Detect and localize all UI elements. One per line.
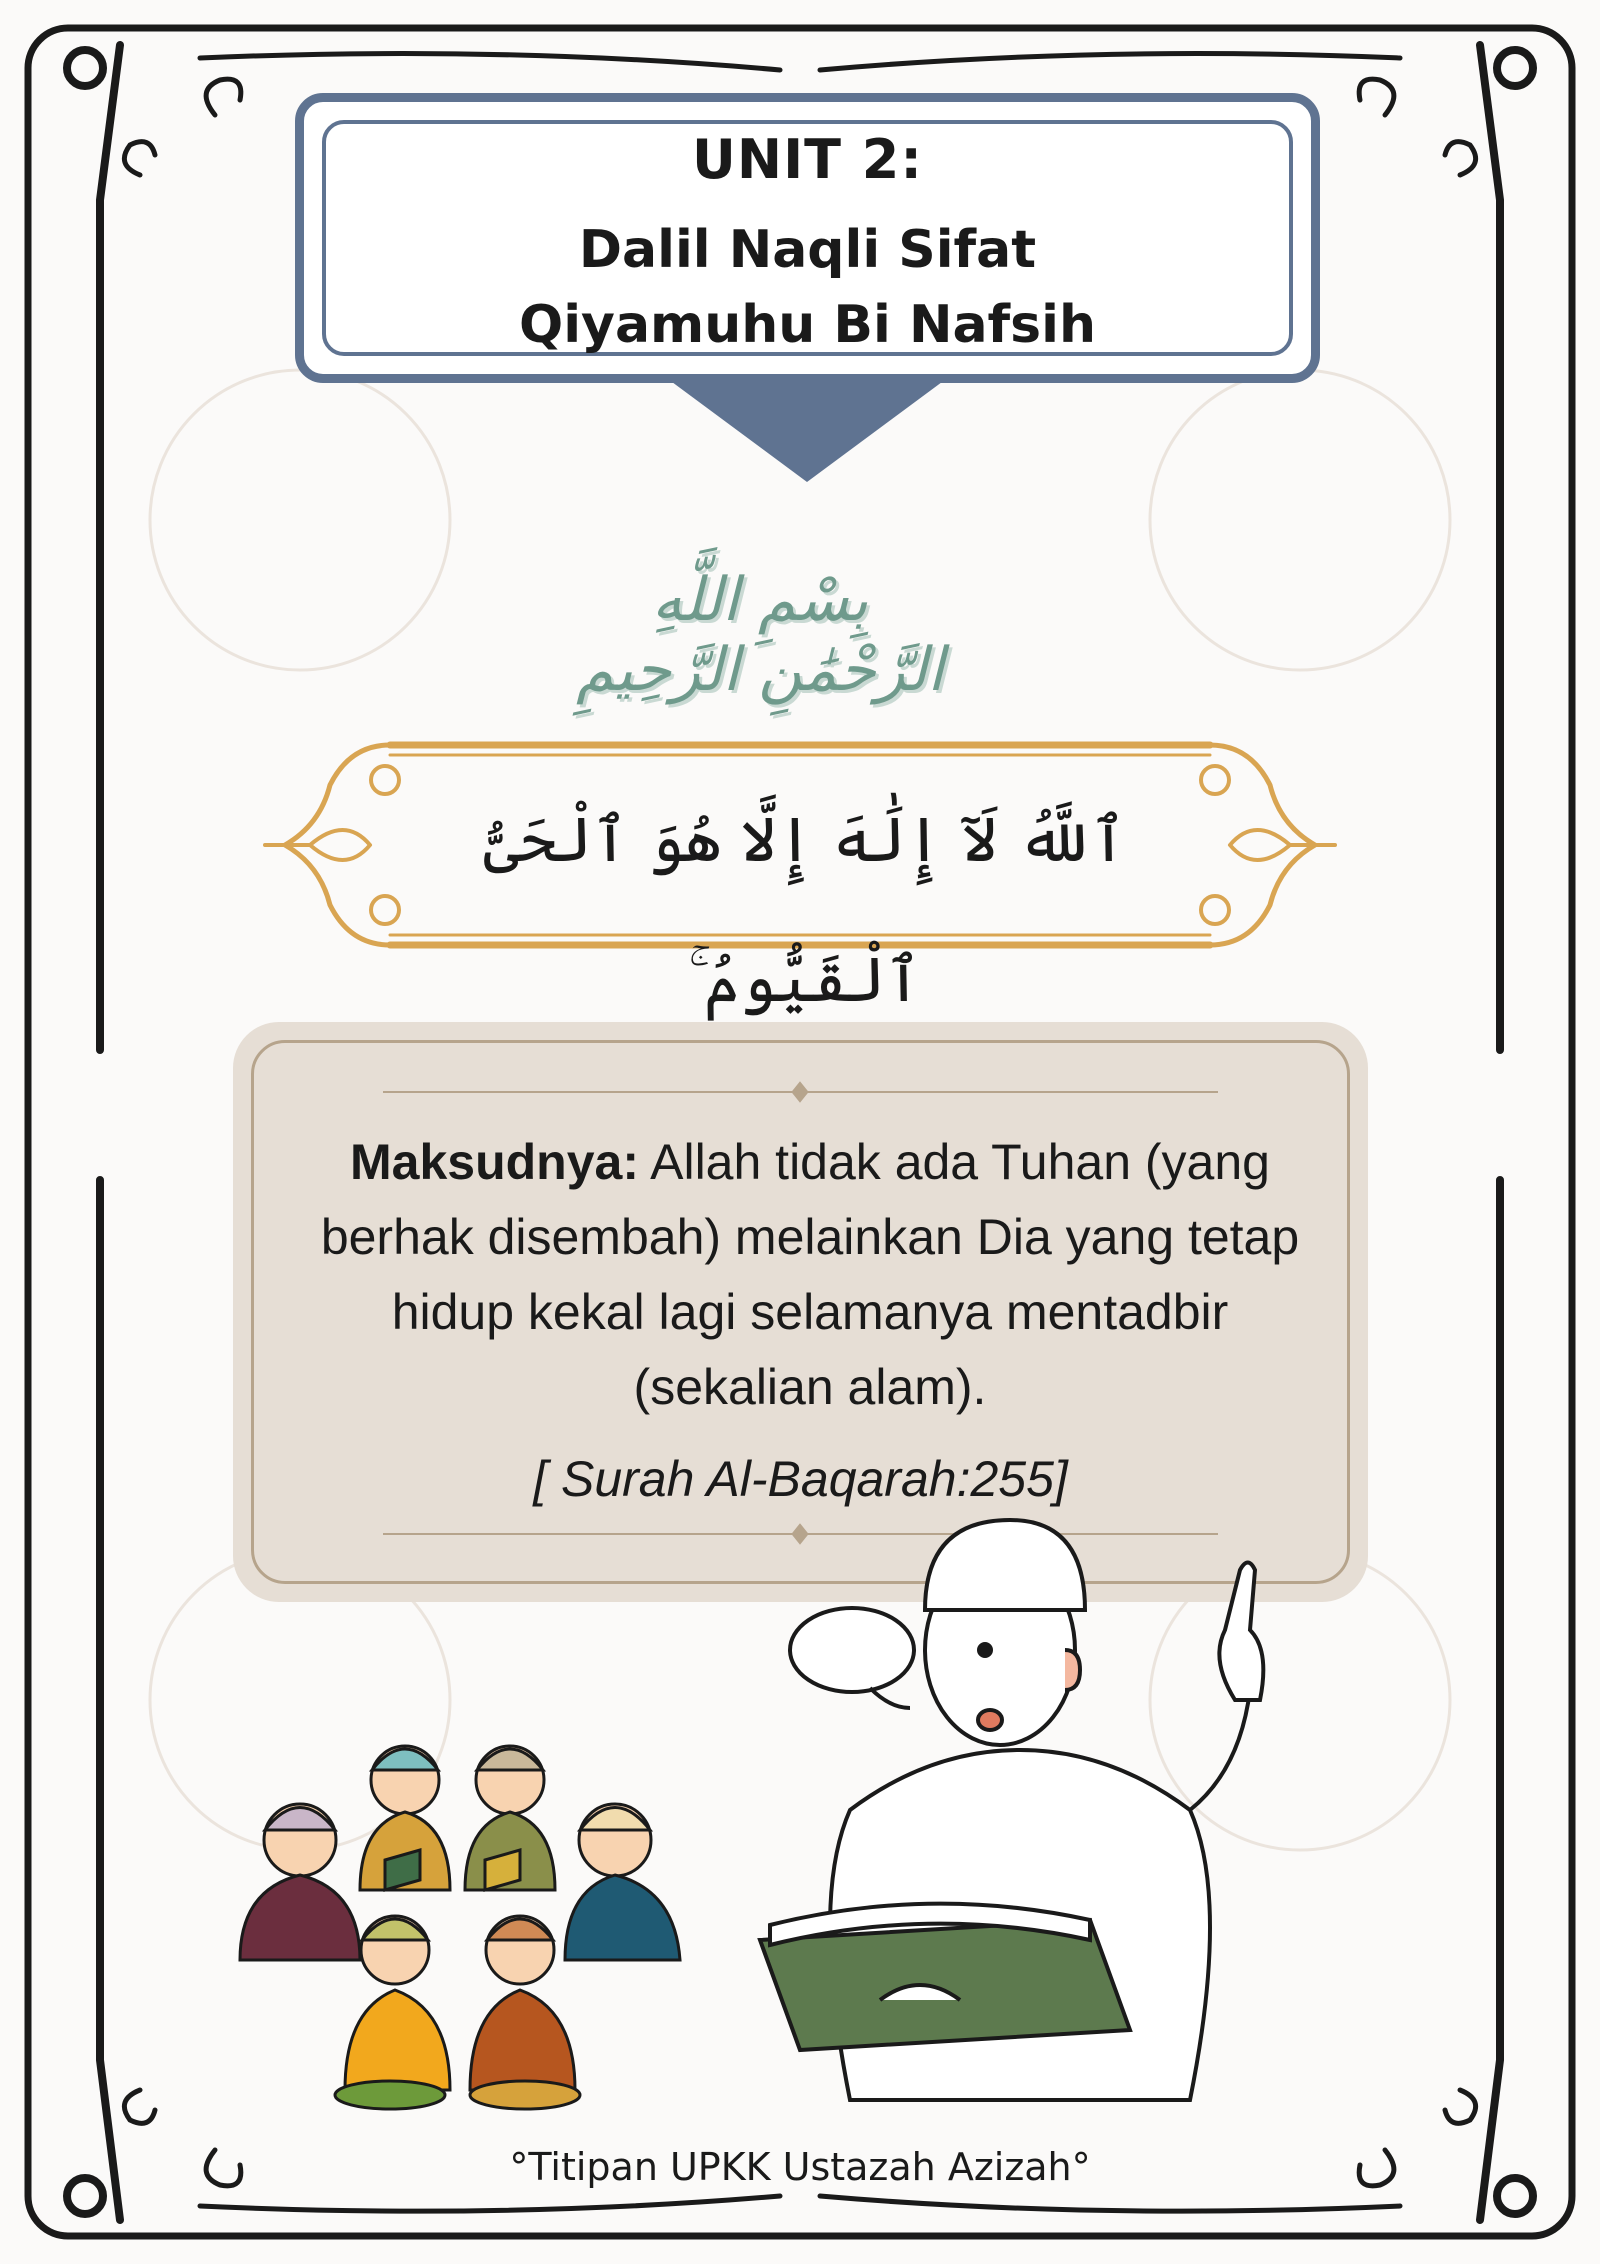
- teacher-illustration: [760, 1520, 1263, 2100]
- quran-verse-arabic: ٱللَّهُ لَآ إِلَٰهَ إِلَّا هُوَ ٱلْحَىُّ ٱلْقَيُّومُ ۚ: [483, 803, 1127, 1016]
- basmalah-calligraphy: بِسْمِ اللَّهِ الرَّحْمَٰنِ الرَّحِيمِ: [576, 565, 944, 705]
- meaning-label: Maksudnya:: [350, 1134, 639, 1190]
- page-title-line-2: Qiyamuhu Bi Nafsih: [519, 295, 1096, 355]
- meaning-text: Allah tidak ada Tuhan (yang berhak disembah) melainkan Dia yang tetap hidup kekal lagi selamanya mentadbir (sekalian alam).: [320, 1134, 1300, 1415]
- page-title-line-1: Dalil Naqli Sifat: [578, 220, 1037, 280]
- children-reading-illustration: [240, 1746, 680, 2109]
- footer-credit: °Titipan UPKK Ustazah Azizah°: [509, 2145, 1091, 2189]
- unit-label: UNIT 2:: [692, 128, 923, 191]
- speech-bubble-icon: [790, 1608, 914, 1708]
- surah-reference: [ Surah Al-Baqarah:255]: [533, 1451, 1068, 1507]
